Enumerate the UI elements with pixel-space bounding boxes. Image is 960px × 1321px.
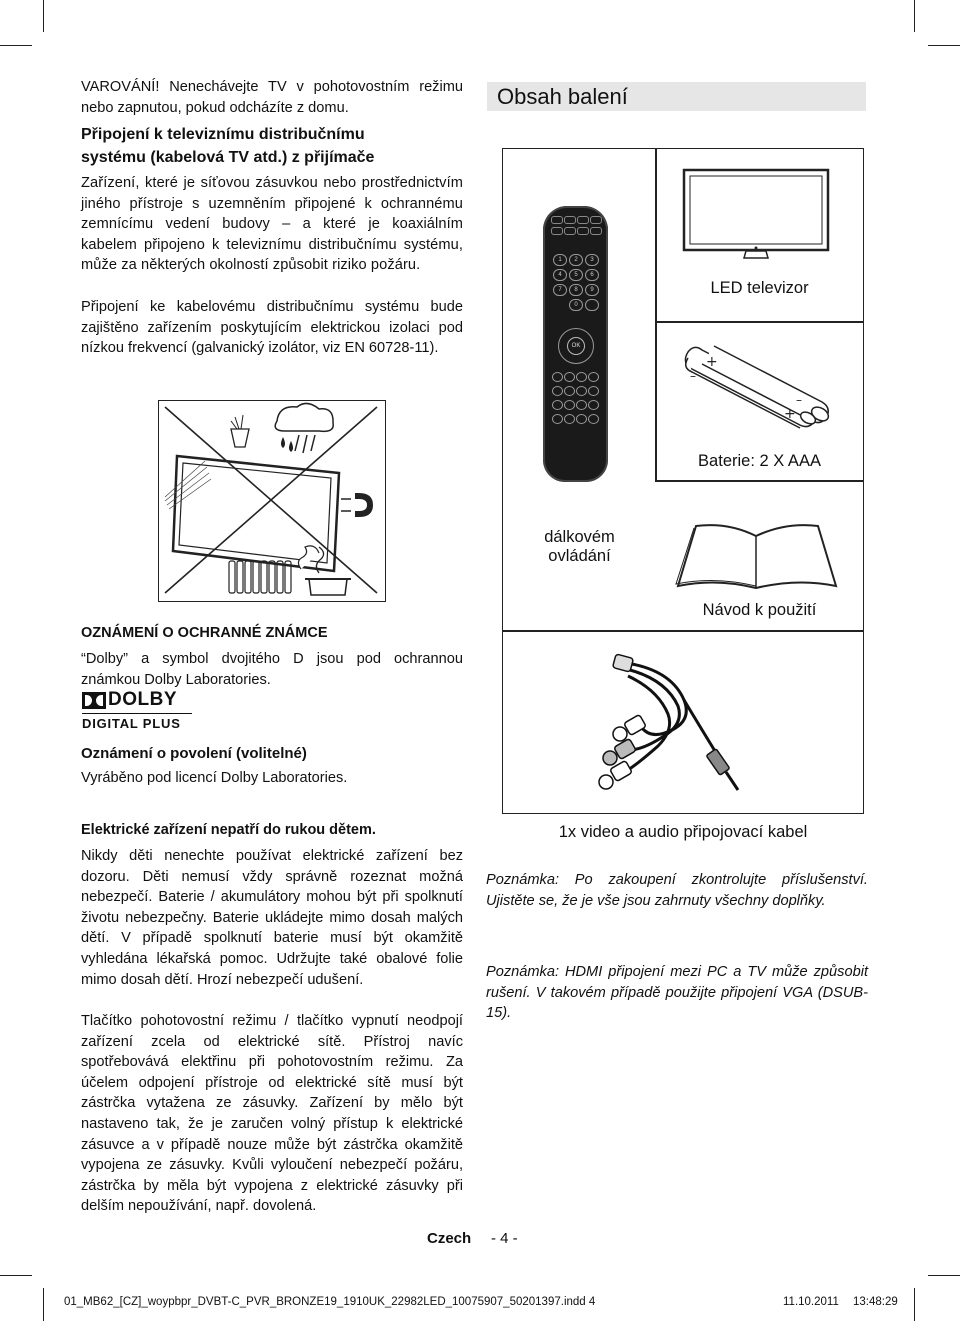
license-heading: Oznámení o povolení (volitelné) [81, 745, 307, 762]
remote-key: 2 [569, 254, 583, 266]
safety-warning-illustration [158, 400, 386, 602]
remote-lower-buttons [552, 372, 602, 424]
remote-key: 7 [553, 284, 567, 296]
divider [502, 630, 864, 632]
dolby-logo-text: DOLBY [108, 689, 177, 710]
cable-label: 1x video a audio připojovací kabel [558, 823, 808, 841]
child-safety-heading: Elektrické zařízení nepatří do rukou dětem. [81, 822, 376, 838]
crop-mark [0, 45, 32, 46]
svg-text:–: – [796, 393, 802, 407]
remote-key: 6 [585, 269, 599, 281]
print-slug-date: 11.10.2011 [783, 1296, 839, 1308]
crop-mark [928, 1275, 960, 1276]
license-text: Vyráběno pod licencí Dolby Laboratories. [81, 770, 348, 786]
print-slug-time: 13:48:29 [853, 1296, 898, 1308]
dolby-logo-subtext: DIGITAL PLUS [82, 716, 181, 731]
manual-book-image [674, 520, 840, 590]
trademark-text: “Dolby” a symbol dvojitého D jsou pod ochrannou známkou Dolby Laboratories. [81, 651, 463, 688]
remote-ok-key: OK [567, 337, 585, 355]
remote-label-line2: ovládání [548, 547, 611, 565]
cable-paragraph-2: Připojení ke kabelovému distribučnímu systému bude zajištěno zařízením poskytujícím elektrickou izolaci pod nízkou frekvencí (galvanický izolátor, viz EN 60728-11). [81, 299, 463, 357]
standby-text: Tlačítko pohotovostní režimu / tlačítko vypnutí neodpojí zařízení zcela od elektrické sítě. Přístroj navíc spotřebovává elektřinu při pohotovostním režimu. Za účelem odpojení přístroje od elektrické sítě musí být zástrčka vytažena ze zásuvky. Zařízení by mělo být nastaveno tak, že je zaručen volný přístup k elektrické zásuvce a v případě nouze může být zástrčka okamžitě vypojena ze zásuvky. Kvůli vyloučení nebezpečí požáru, zástrčka by měla být vypojena z elektrické zásuvky při delším nepoužívání, např. dovolená. [81, 1013, 463, 1215]
remote-key: 3 [585, 254, 599, 266]
child-safety-text: Nikdy děti nenechte používat elektrické zařízení bez dozoru. Děti nemusí vždy správně rozeznat možná nebezpečí. Baterie / akumulátory mohou být při spolknutí životu nebezpečny. Baterie ukládejte mimo dosah malých dětí. V případě spolknutí baterie musí být okamžitě vyhledána lékařská pomoc. Udržujte také obalové folie mimo dosah dětí. Hrozí nebezpečí udušení. [81, 848, 463, 988]
svg-text:+: + [784, 406, 796, 422]
crop-mark [0, 1275, 32, 1276]
remote-nav-ring [558, 328, 594, 364]
remote-key: 4 [553, 269, 567, 281]
crop-mark [914, 0, 915, 32]
crop-mark [914, 1288, 915, 1321]
divider [655, 480, 864, 482]
crop-mark [43, 1288, 44, 1321]
batteries-label: Baterie: 2 X AAA [698, 452, 821, 470]
warning-text: VAROVÁNÍ! Nenechávejte TV v pohotovostním režimu nebo zapnutou, pokud odcházíte z domu. [81, 79, 463, 116]
remote-key: 0 [569, 299, 583, 311]
cable-heading: Připojení k televiznímu distribučnímu systému (kabelová TV atd.) z přijímače [81, 126, 375, 166]
footer-language: Czech [427, 1230, 472, 1247]
batteries-image [680, 340, 840, 434]
remote-key: 8 [569, 284, 583, 296]
remote-key: 9 [585, 284, 599, 296]
svg-text:–: – [690, 369, 696, 383]
double-d-symbol-icon [82, 692, 106, 709]
print-slug-filename: 01_MB62_[CZ]_woypbpr_DVBT-C_PVR_BRONZE19_1910UK_22982LED_10075907_50201397.indd 4 [64, 1296, 596, 1308]
remote-button-grid [551, 216, 601, 235]
remote-key: 1 [553, 254, 567, 266]
manual-label: Návod k použití [702, 601, 817, 619]
trademark-heading: OZNÁMENÍ O OCHRANNÉ ZNÁMCE [81, 625, 328, 641]
crop-mark [43, 0, 44, 32]
tv-label: LED televizor [710, 279, 809, 297]
package-contents-title: Obsah balení [497, 84, 628, 109]
dolby-logo [82, 690, 194, 734]
remote-key: 5 [569, 269, 583, 281]
package-contents-title-bar [487, 82, 866, 111]
note-hdmi: Poznámka: HDMI připojení mezi PC a TV může způsobit rušení. V takovém případě použijte připojení VGA (DSUB-15). [486, 964, 868, 1022]
remote-control-image [543, 206, 608, 482]
svg-text:+: + [706, 354, 718, 370]
note-accessories: Poznámka: Po zakoupení zkontrolujte příslušenství. Ujistěte se, že je vše jsou zahrnuty všechny doplňky. [486, 872, 868, 909]
divider [655, 321, 864, 323]
page-number: - 4 - [491, 1230, 518, 1247]
remote-label-line1: dálkovém [544, 528, 615, 546]
crop-mark [928, 45, 960, 46]
remote-number-keys [553, 254, 601, 311]
led-tv-image [682, 168, 830, 268]
cable-paragraph-1: Zařízení, které je síťovou zásuvkou nebo prostřednictvím jiného přístroje s uzemněním připojené k ochrannému zemnícímu vedení budovy – a které je koaxiálním kabelem připojeno k televiznímu distribučnímu systému, může za některých okolností způsobit riziko požáru. [81, 175, 463, 274]
av-cable-image [592, 650, 752, 800]
